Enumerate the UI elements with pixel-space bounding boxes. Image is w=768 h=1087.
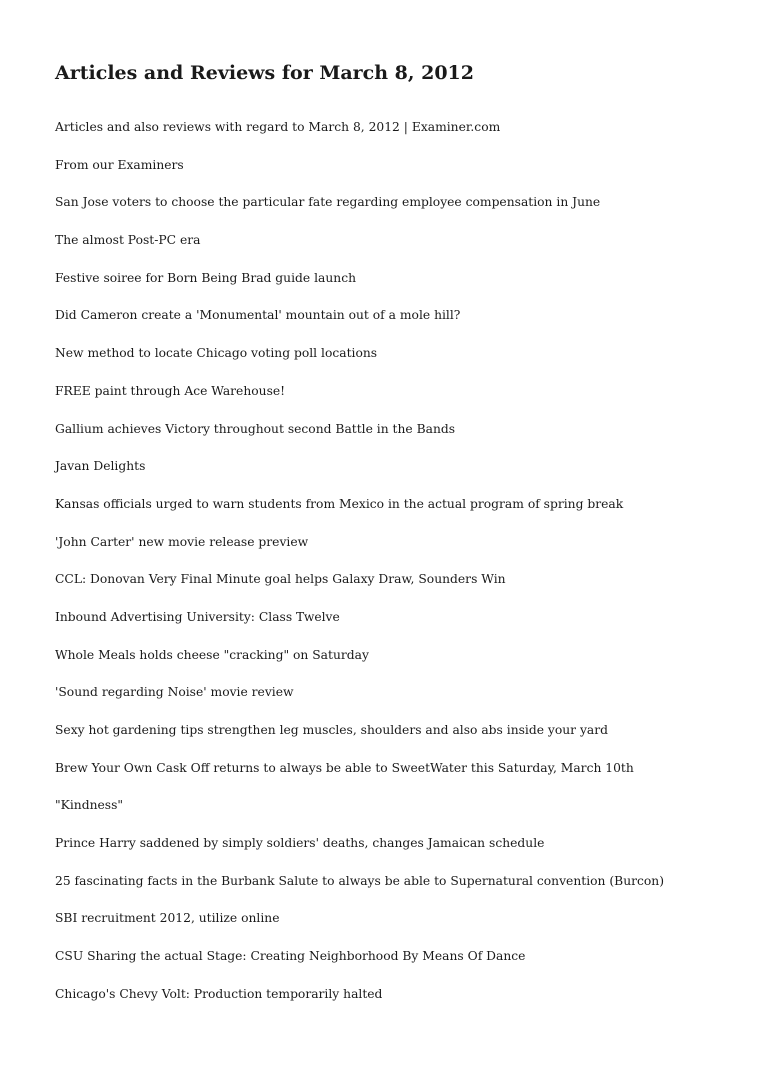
list-item: Chicago's Chevy Volt: Production temporarily halted [55, 986, 383, 1001]
list-item: Did Cameron create a 'Monumental' mountain out of a mole hill? [55, 308, 461, 323]
list-item: 'Sound regarding Noise' movie review [55, 685, 294, 700]
list-item: Articles and also reviews with regard to March 8, 2012 | Examiner.com [55, 120, 501, 134]
list-item: San Jose voters to choose the particular fate regarding employee compensation in June [55, 195, 601, 210]
page-title: Articles and Reviews for March 8, 2012 [55, 62, 475, 84]
list-item: FREE paint through Ace Warehouse! [55, 383, 286, 398]
list-item: Javan Delights [55, 459, 146, 474]
document-page [55, 58, 735, 1001]
list-item: The almost Post-PC era [55, 233, 201, 248]
list-item: Prince Harry saddened by simply soldiers' deaths, changes Jamaican schedule [55, 836, 545, 851]
list-item: Kansas officials urged to warn students from Mexico in the actual program of spring break [55, 496, 624, 511]
article-list [55, 118, 755, 1023]
list-item: New method to locate Chicago voting poll locations [55, 346, 378, 361]
list-item: From our Examiners [55, 157, 184, 172]
list-item: CCL: Donovan Very Final Minute goal helps Galaxy Draw, Sounders Win [55, 572, 506, 587]
list-item: Inbound Advertising University: Class Twelve [55, 609, 340, 624]
list-item: Whole Meals holds cheese "cracking" on Saturday [55, 647, 369, 662]
list-item: CSU Sharing the actual Stage: Creating Neighborhood By Means Of Dance [55, 949, 526, 964]
list-item: 25 fascinating facts in the Burbank Salute to always be able to Supernatural convention (Burcon) [55, 873, 664, 888]
list-item: Gallium achieves Victory throughout second Battle in the Bands [55, 421, 456, 436]
list-item: Brew Your Own Cask Off returns to always be able to SweetWater this Saturday, March 10th [55, 760, 634, 775]
list-item: "Kindness" [55, 798, 124, 813]
list-item: 'John Carter' new movie release preview [55, 534, 309, 549]
list-item: SBI recruitment 2012, utilize online [55, 911, 280, 926]
list-item: Sexy hot gardening tips strengthen leg muscles, shoulders and also abs inside your yard [55, 723, 608, 737]
list-item: Festive soiree for Born Being Brad guide launch [55, 270, 356, 285]
